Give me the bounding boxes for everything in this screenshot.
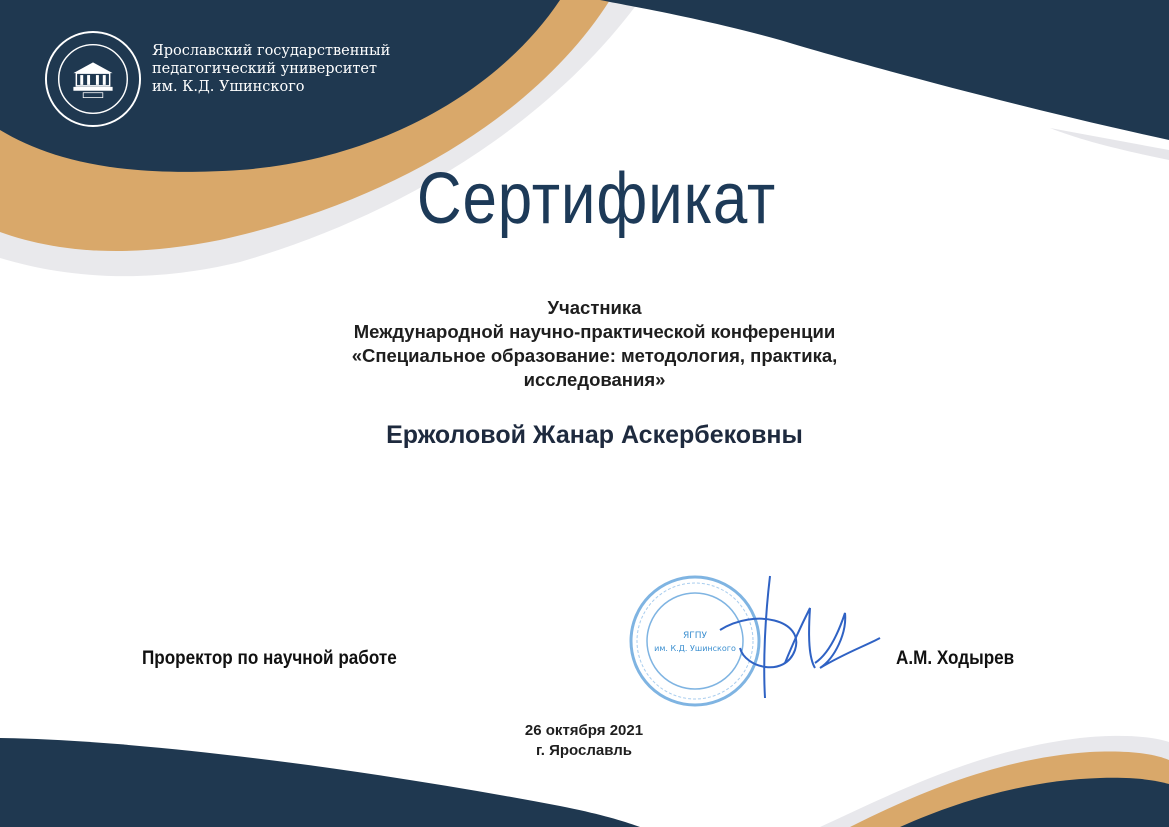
university-name-line: им. К.Д. Ушинского bbox=[152, 79, 305, 95]
issue-date: 26 октября 2021 bbox=[524, 722, 644, 739]
svg-text:им. К.Д. Ушинского: им. К.Д. Ушинского bbox=[654, 644, 736, 653]
issue-city: г. Ярославль bbox=[536, 742, 632, 759]
signer-name: А.М. Ходырев bbox=[896, 648, 1015, 669]
university-logo bbox=[44, 30, 142, 128]
university-name bbox=[152, 42, 390, 96]
top-right-navy-band bbox=[600, 0, 1169, 140]
svg-text:ЯГПУ: ЯГПУ bbox=[683, 631, 707, 641]
certificate-title: Сертификат bbox=[416, 159, 777, 239]
description-line: «Специальное образование: методология, практика, bbox=[351, 345, 838, 366]
university-name-line: Ярославский государственный bbox=[152, 43, 391, 59]
recipient-name: Ержоловой Жанар Аскербековны bbox=[386, 421, 803, 449]
university-name-line: педагогический университет bbox=[152, 61, 377, 77]
signer-position: Проректор по научной работе bbox=[142, 648, 397, 669]
description-line: исследования» bbox=[523, 369, 666, 390]
certificate-description bbox=[200, 296, 989, 392]
date-place bbox=[484, 721, 684, 761]
description-line: Международной научно-практической конференции bbox=[353, 321, 836, 342]
description-line: Участника bbox=[547, 297, 642, 318]
stamp-and-signature bbox=[625, 558, 887, 720]
